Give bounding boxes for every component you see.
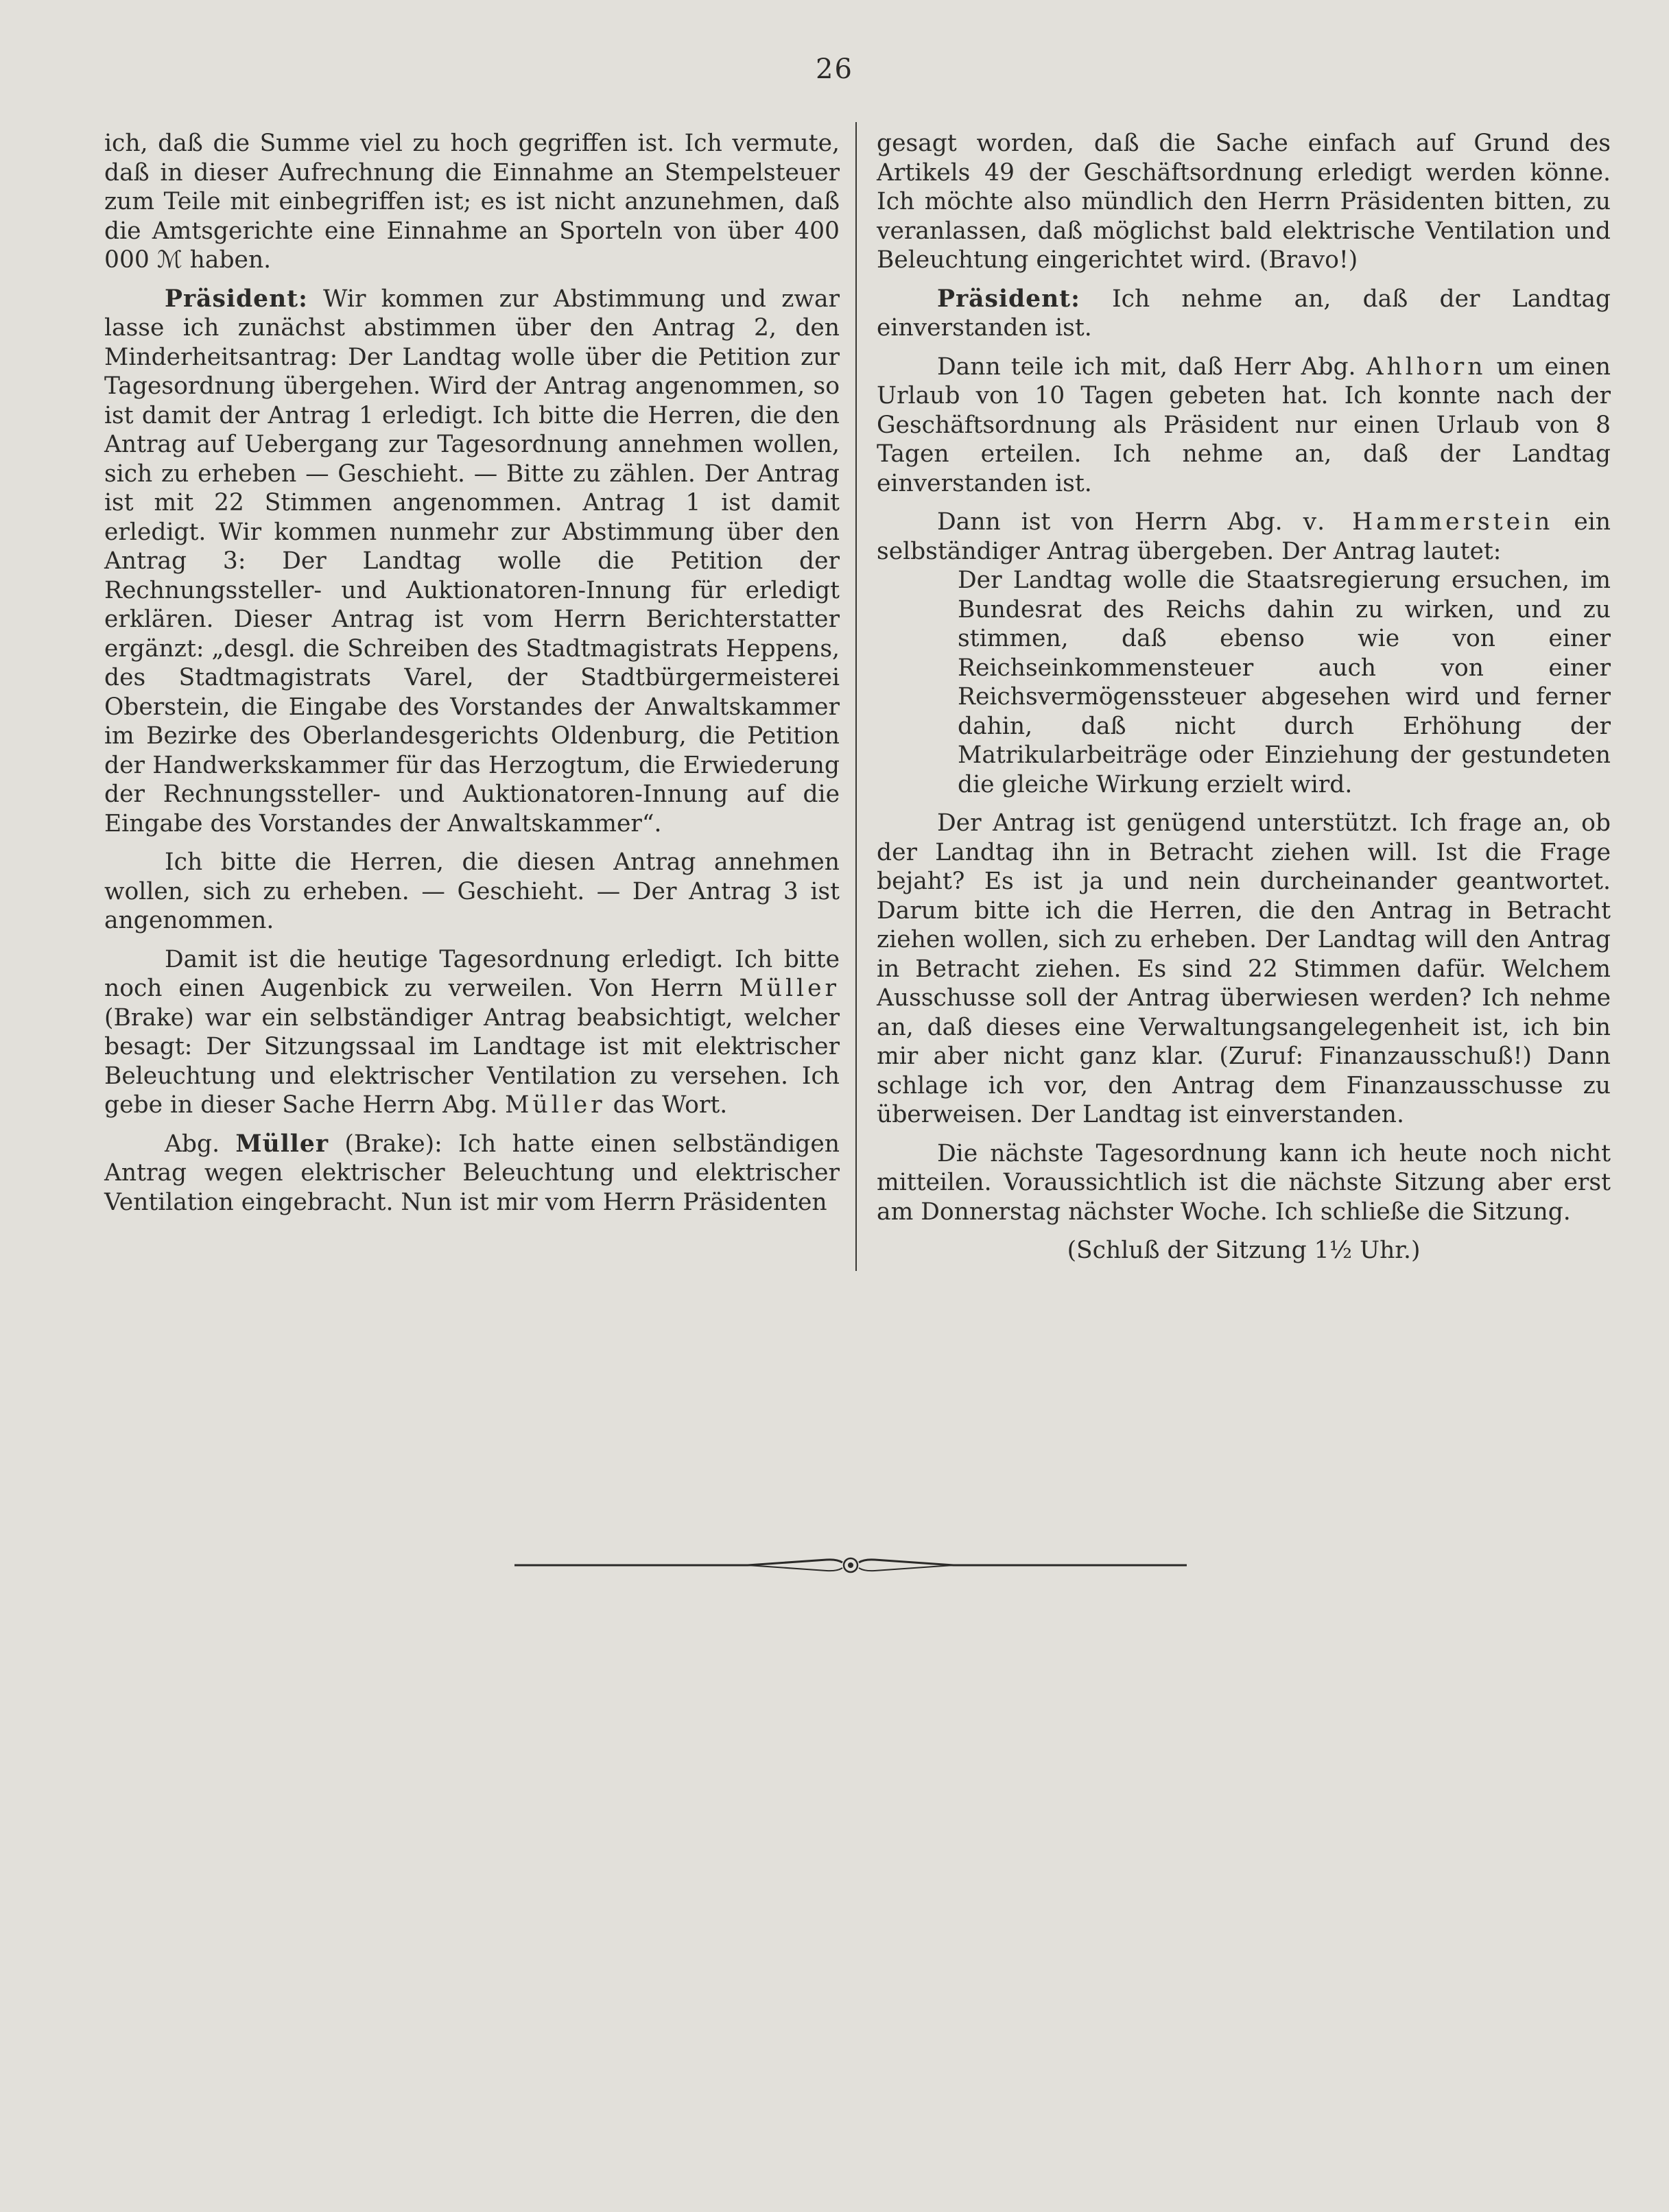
right-paragraph-6: Die nächste Tagesordnung kann ich heute noch nicht mitteilen. Voraussichtlich ist die nächste Sitzung aber erst am Donnerstag nächster Woche. Ich schließe die Sitzung. [877, 1139, 1611, 1226]
name-mueller: Müller [739, 975, 840, 1002]
left-paragraph-2-text: Wir kommen zur Abstimmung und zwar lasse ich zunächst abstimmen über den Antrag 2, den Minderheitsantrag: Der Landtag wolle über die Petition zur Tagesordnung übergehen. Wird der Antrag angenommen, so ist damit der Antrag 1 erledigt. Ich bitte die Herren, die den Antrag auf Uebergang zur Tagesordnung annehmen wollen, sich zu erheben — Geschieht. — Bitte zu zählen. Der Antrag ist mit 22 Stimmen angenommen. Antrag 1 ist damit erledigt. Wir kommen nunmehr zur Abstimmung über den Antrag 3: Der Landtag wolle die Petition der Rechnungssteller- und Auktionatoren-Innung für erledigt erklären. Dieser Antrag ist vom Herrn Berichterstatter ergänzt: „desgl. die Schreiben des Stadtmagistrats Heppens, des Stadtmagistrats Varel, der Stadtbürgermeisterei Oberstein, die Eingabe des Vorstandes der Anwaltskammer im Bezirke des Oberlandesgerichts Oldenburg, die Petition der Handwerkskammer für das Herzogtum, die Erwiederung der Rechnungssteller- und Auktionatoren-Innung auf die Eingabe des Vorstandes der Anwaltskammer“. [104, 285, 840, 837]
left-column [104, 129, 840, 1217]
name-ahlhorn: Ahlhorn [1366, 353, 1487, 381]
left-paragraph-4-text-c: das Wort. [605, 1091, 728, 1119]
right-paragraph-5: Der Antrag ist genügend unterstützt. Ich frage an, ob der Landtag ihn in Betracht ziehen will. Ist die Frage bejaht? Es ist ja und nein durcheinander geantwortet. Darum bitte ich die Herren, die den Antrag in Betracht ziehen wollen, sich zu erheben. Der Landtag will den Antrag in Betracht ziehen. Es sind 22 Stimmen dafür. Welchem Ausschusse soll der Antrag überwiesen werden? Ich nehme an, daß dieses eine Verwaltungsangelegenheit ist, ich bin mir aber nicht ganz klar. (Zuruf: Finanzausschuß!) Dann schlage ich vor, den Antrag dem Finanzausschusse zu überweisen. Der Landtag ist einverstanden. [877, 809, 1611, 1128]
left-paragraph-4-text-b: (Brake) war ein selbständiger Antrag beabsichtigt, welcher besagt: Der Sitzungssaal im Landtage ist mit elektrischer Beleuchtung und elektrischer Ventilation zu versehen. Ich gebe in dieser Sache Herrn Abg. [104, 1003, 840, 1119]
left-paragraph-3: Ich bitte die Herren, die diesen Antrag annehmen wollen, sich zu erheben. — Geschieht. — Der Antrag 3 ist angenommen. [104, 848, 840, 934]
left-paragraph-1: ich, daß die Summe viel zu hoch gegriffen ist. Ich vermute, daß in dieser Aufrechnung die Einnahme an Stempelsteuer zum Teile mit einbegriffen ist; es ist nicht anzunehmen, daß die Amtsgerichte eine Einnahme an Sporteln von über 400 000 ℳ haben. [104, 130, 840, 274]
speaker-praesident: Präsident: [165, 285, 308, 313]
right-paragraph-1: gesagt worden, daß die Sache einfach auf Grund des Artikels 49 der Geschäftsordnung erledigt werden könne. Ich möchte also mündlich den Herrn Präsidenten bitten, zu veranlassen, daß möglichst bald elektrische Ventilation und Beleuchtung eingerichtet wird. (Bravo!) [877, 130, 1611, 274]
right-column [877, 129, 1611, 1265]
name-mueller-2: Müller [505, 1091, 606, 1119]
left-paragraph-2 [104, 285, 840, 839]
left-paragraph-5-text-a: Abg. [165, 1130, 236, 1158]
name-hammerstein: v. Hammerstein [1303, 508, 1554, 536]
right-paragraph-3-text-a: Dann teile ich mit, daß Herr Abg. [937, 353, 1366, 381]
right-paragraph-4 [877, 508, 1611, 566]
right-paragraph-3-text-b: um einen Urlaub von 10 Tagen gebeten hat. Ich konnte nach der Geschäftsordnung als Präsident nur einen Urlaub von 8 Tagen erteilen. Ich nehme an, daß der Landtag einverstanden ist. [877, 353, 1611, 497]
speaker-mueller: Müller [235, 1130, 329, 1158]
left-paragraph-4-text-a: Damit ist die heutige Tagesordnung erledigt. Ich bitte noch einen Augenbick zu verweilen. Von Herrn [104, 945, 840, 1002]
right-paragraph-3 [877, 353, 1611, 499]
right-paragraph-4-text-b: ein selbständiger Antrag übergeben. Der Antrag lautet: [877, 508, 1611, 565]
left-paragraph-4 [104, 945, 840, 1120]
left-paragraph-5-text-b: (Brake): Ich hatte einen selbständigen Antrag wegen elektrischer Beleuchtung und elektrischer Ventilation eingebracht. Nun ist mir vom Herrn Präsidenten [104, 1130, 840, 1216]
column-divider [855, 122, 857, 1271]
ornament-divider [514, 1550, 1187, 1580]
closing-note: (Schluß der Sitzung 1½ Uhr.) [1067, 1237, 1421, 1264]
right-paragraph-4-text-a: Dann ist von Herrn Abg. [937, 508, 1303, 536]
right-paragraph-2-text: Ich nehme an, daß der Landtag einverstanden ist. [877, 285, 1611, 342]
motion-quote: Der Landtag wolle die Staatsregierung ersuchen, im Bundesrat des Reichs dahin zu wirken, und zu stimmen, daß ebenso wie von einer Reichseinkommensteuer auch von einer Reichsvermögenssteuer abgesehen wird und ferner dahin, daß nicht durch Erhöhung der Matrikularbeiträge oder Einziehung der gestundeten die gleiche Wirkung erzielt wird. [958, 567, 1611, 798]
left-paragraph-5 [104, 1130, 840, 1217]
speaker-praesident-2: Präsident: [937, 285, 1080, 313]
right-paragraph-2 [877, 285, 1611, 343]
page-number: 26 [816, 53, 853, 85]
